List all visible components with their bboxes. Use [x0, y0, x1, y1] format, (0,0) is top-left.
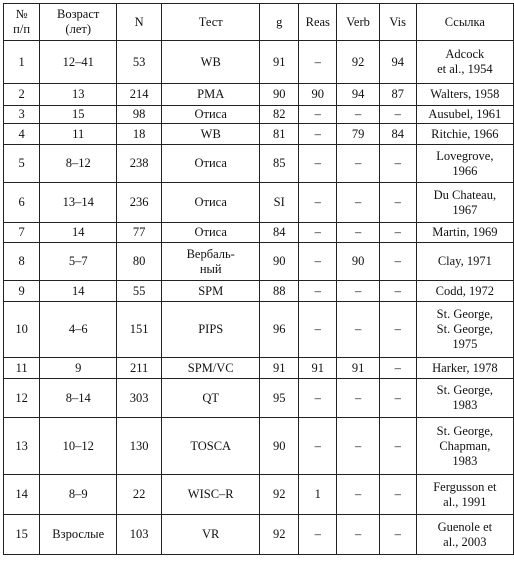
- table-row: [4, 281, 514, 302]
- col-number-cell: 10: [4, 302, 40, 358]
- col-verb-cell: 91: [337, 358, 379, 379]
- col-n-cell: 211: [117, 358, 162, 379]
- col-reference-cell: St. George, 1983: [416, 379, 513, 418]
- table-row: [4, 515, 514, 555]
- table-row: [4, 475, 514, 515]
- col-vis-cell: –: [379, 243, 416, 281]
- col-vis-cell: –: [379, 281, 416, 302]
- col-age-cell: 14: [40, 281, 117, 302]
- table-row: [4, 106, 514, 124]
- header-col-n: N: [117, 4, 162, 41]
- table-row: [4, 145, 514, 183]
- col-age-cell: 11: [40, 124, 117, 145]
- col-number-cell: 8: [4, 243, 40, 281]
- col-number-cell: 6: [4, 183, 40, 223]
- col-reas-cell: –: [299, 145, 337, 183]
- col-test-cell: WB: [162, 124, 260, 145]
- col-g-cell: 90: [260, 418, 299, 475]
- col-reference-cell: Codd, 1972: [416, 281, 513, 302]
- col-reas-cell: 90: [299, 84, 337, 106]
- col-number-cell: 3: [4, 106, 40, 124]
- col-test-cell: PMA: [162, 84, 260, 106]
- col-number-cell: 12: [4, 379, 40, 418]
- col-test-cell: Отиса: [162, 106, 260, 124]
- col-n-cell: 55: [117, 281, 162, 302]
- table-row: [4, 223, 514, 243]
- header-col-g: g: [260, 4, 299, 41]
- col-g-cell: 82: [260, 106, 299, 124]
- table-row: [4, 41, 514, 84]
- col-n-cell: 130: [117, 418, 162, 475]
- col-g-cell: 81: [260, 124, 299, 145]
- col-g-cell: 88: [260, 281, 299, 302]
- col-test-cell: WISC–R: [162, 475, 260, 515]
- col-number-cell: 5: [4, 145, 40, 183]
- col-vis-cell: –: [379, 418, 416, 475]
- table-row: [4, 243, 514, 281]
- col-number-cell: 2: [4, 84, 40, 106]
- header-col-vis: Vis: [379, 4, 416, 41]
- col-test-cell: VR: [162, 515, 260, 555]
- col-number-cell: 1: [4, 41, 40, 84]
- col-test-cell: QT: [162, 379, 260, 418]
- col-age-cell: 5–7: [40, 243, 117, 281]
- col-g-cell: 96: [260, 302, 299, 358]
- col-reas-cell: –: [299, 418, 337, 475]
- table-container: [3, 3, 514, 555]
- col-reference-cell: Martin, 1969: [416, 223, 513, 243]
- col-age-cell: 8–14: [40, 379, 117, 418]
- col-age-cell: 15: [40, 106, 117, 124]
- header-row: [4, 4, 514, 41]
- col-reference-cell: Harker, 1978: [416, 358, 513, 379]
- col-test-cell: SPM/VC: [162, 358, 260, 379]
- col-number-cell: 14: [4, 475, 40, 515]
- col-n-cell: 236: [117, 183, 162, 223]
- col-reference-cell: Guenole et al., 2003: [416, 515, 513, 555]
- col-age-cell: 13–14: [40, 183, 117, 223]
- col-reas-cell: 1: [299, 475, 337, 515]
- table-row: [4, 379, 514, 418]
- col-vis-cell: –: [379, 223, 416, 243]
- col-age-cell: 12–41: [40, 41, 117, 84]
- col-reference-cell: St. George, Chapman, 1983: [416, 418, 513, 475]
- col-verb-cell: –: [337, 183, 379, 223]
- col-reas-cell: –: [299, 183, 337, 223]
- col-verb-cell: 94: [337, 84, 379, 106]
- col-number-cell: 15: [4, 515, 40, 555]
- col-verb-cell: 79: [337, 124, 379, 145]
- col-verb-cell: –: [337, 223, 379, 243]
- col-reference-cell: Ritchie, 1966: [416, 124, 513, 145]
- table-row: [4, 358, 514, 379]
- col-reas-cell: –: [299, 281, 337, 302]
- col-reference-cell: St. George, St. George, 1975: [416, 302, 513, 358]
- col-reference-cell: Walters, 1958: [416, 84, 513, 106]
- col-reas-cell: –: [299, 302, 337, 358]
- col-n-cell: 238: [117, 145, 162, 183]
- col-g-cell: 95: [260, 379, 299, 418]
- col-age-cell: 10–12: [40, 418, 117, 475]
- col-age-cell: 4–6: [40, 302, 117, 358]
- col-test-cell: Вербаль- ный: [162, 243, 260, 281]
- col-reas-cell: 91: [299, 358, 337, 379]
- col-age-cell: 14: [40, 223, 117, 243]
- col-g-cell: 92: [260, 475, 299, 515]
- col-reas-cell: –: [299, 515, 337, 555]
- col-vis-cell: –: [379, 475, 416, 515]
- col-n-cell: 53: [117, 41, 162, 84]
- col-g-cell: 91: [260, 41, 299, 84]
- col-n-cell: 151: [117, 302, 162, 358]
- col-n-cell: 80: [117, 243, 162, 281]
- col-reference-cell: Lovegrove, 1966: [416, 145, 513, 183]
- col-test-cell: Отиса: [162, 223, 260, 243]
- col-n-cell: 22: [117, 475, 162, 515]
- col-age-cell: 8–12: [40, 145, 117, 183]
- header-col-verb: Verb: [337, 4, 379, 41]
- col-vis-cell: 84: [379, 124, 416, 145]
- col-g-cell: 91: [260, 358, 299, 379]
- col-age-cell: 9: [40, 358, 117, 379]
- header-col-age: Возраст (лет): [40, 4, 117, 41]
- col-number-cell: 4: [4, 124, 40, 145]
- table-row: [4, 302, 514, 358]
- table-row: [4, 124, 514, 145]
- col-n-cell: 303: [117, 379, 162, 418]
- col-n-cell: 18: [117, 124, 162, 145]
- col-vis-cell: –: [379, 183, 416, 223]
- col-reas-cell: –: [299, 223, 337, 243]
- col-g-cell: SI: [260, 183, 299, 223]
- col-vis-cell: –: [379, 379, 416, 418]
- col-reas-cell: –: [299, 243, 337, 281]
- col-verb-cell: –: [337, 281, 379, 302]
- col-g-cell: 90: [260, 243, 299, 281]
- col-number-cell: 7: [4, 223, 40, 243]
- col-test-cell: Отиса: [162, 145, 260, 183]
- col-n-cell: 214: [117, 84, 162, 106]
- col-test-cell: PIPS: [162, 302, 260, 358]
- col-n-cell: 77: [117, 223, 162, 243]
- col-test-cell: Отиса: [162, 183, 260, 223]
- col-age-cell: 13: [40, 84, 117, 106]
- col-n-cell: 98: [117, 106, 162, 124]
- col-age-cell: 8–9: [40, 475, 117, 515]
- col-reference-cell: Adcock et al., 1954: [416, 41, 513, 84]
- col-g-cell: 90: [260, 84, 299, 106]
- col-verb-cell: –: [337, 145, 379, 183]
- col-reas-cell: –: [299, 379, 337, 418]
- col-test-cell: TOSCA: [162, 418, 260, 475]
- col-verb-cell: 92: [337, 41, 379, 84]
- col-number-cell: 13: [4, 418, 40, 475]
- col-vis-cell: 87: [379, 84, 416, 106]
- col-reas-cell: –: [299, 124, 337, 145]
- header-col-test: Тест: [162, 4, 260, 41]
- col-reference-cell: Clay, 1971: [416, 243, 513, 281]
- header-col-reas: Reas: [299, 4, 337, 41]
- col-verb-cell: 90: [337, 243, 379, 281]
- col-test-cell: SPM: [162, 281, 260, 302]
- col-vis-cell: –: [379, 302, 416, 358]
- col-age-cell: Взрослые: [40, 515, 117, 555]
- col-number-cell: 9: [4, 281, 40, 302]
- col-vis-cell: 94: [379, 41, 416, 84]
- col-vis-cell: –: [379, 145, 416, 183]
- col-reas-cell: –: [299, 41, 337, 84]
- col-verb-cell: –: [337, 302, 379, 358]
- header-col-reference: Ссылка: [416, 4, 513, 41]
- table-row: [4, 183, 514, 223]
- table-body: [4, 41, 514, 555]
- col-number-cell: 11: [4, 358, 40, 379]
- col-vis-cell: –: [379, 515, 416, 555]
- col-reference-cell: Du Chateau, 1967: [416, 183, 513, 223]
- col-reference-cell: Ausubel, 1961: [416, 106, 513, 124]
- col-reference-cell: Fergusson et al., 1991: [416, 475, 513, 515]
- col-verb-cell: –: [337, 475, 379, 515]
- table-row: [4, 84, 514, 106]
- col-verb-cell: –: [337, 379, 379, 418]
- col-g-cell: 85: [260, 145, 299, 183]
- data-table: [3, 3, 514, 555]
- col-g-cell: 92: [260, 515, 299, 555]
- col-vis-cell: –: [379, 358, 416, 379]
- col-verb-cell: –: [337, 418, 379, 475]
- col-reas-cell: –: [299, 106, 337, 124]
- col-verb-cell: –: [337, 515, 379, 555]
- col-verb-cell: –: [337, 106, 379, 124]
- col-n-cell: 103: [117, 515, 162, 555]
- col-vis-cell: –: [379, 106, 416, 124]
- col-g-cell: 84: [260, 223, 299, 243]
- header-col-number: № п/п: [4, 4, 40, 41]
- col-test-cell: WB: [162, 41, 260, 84]
- table-row: [4, 418, 514, 475]
